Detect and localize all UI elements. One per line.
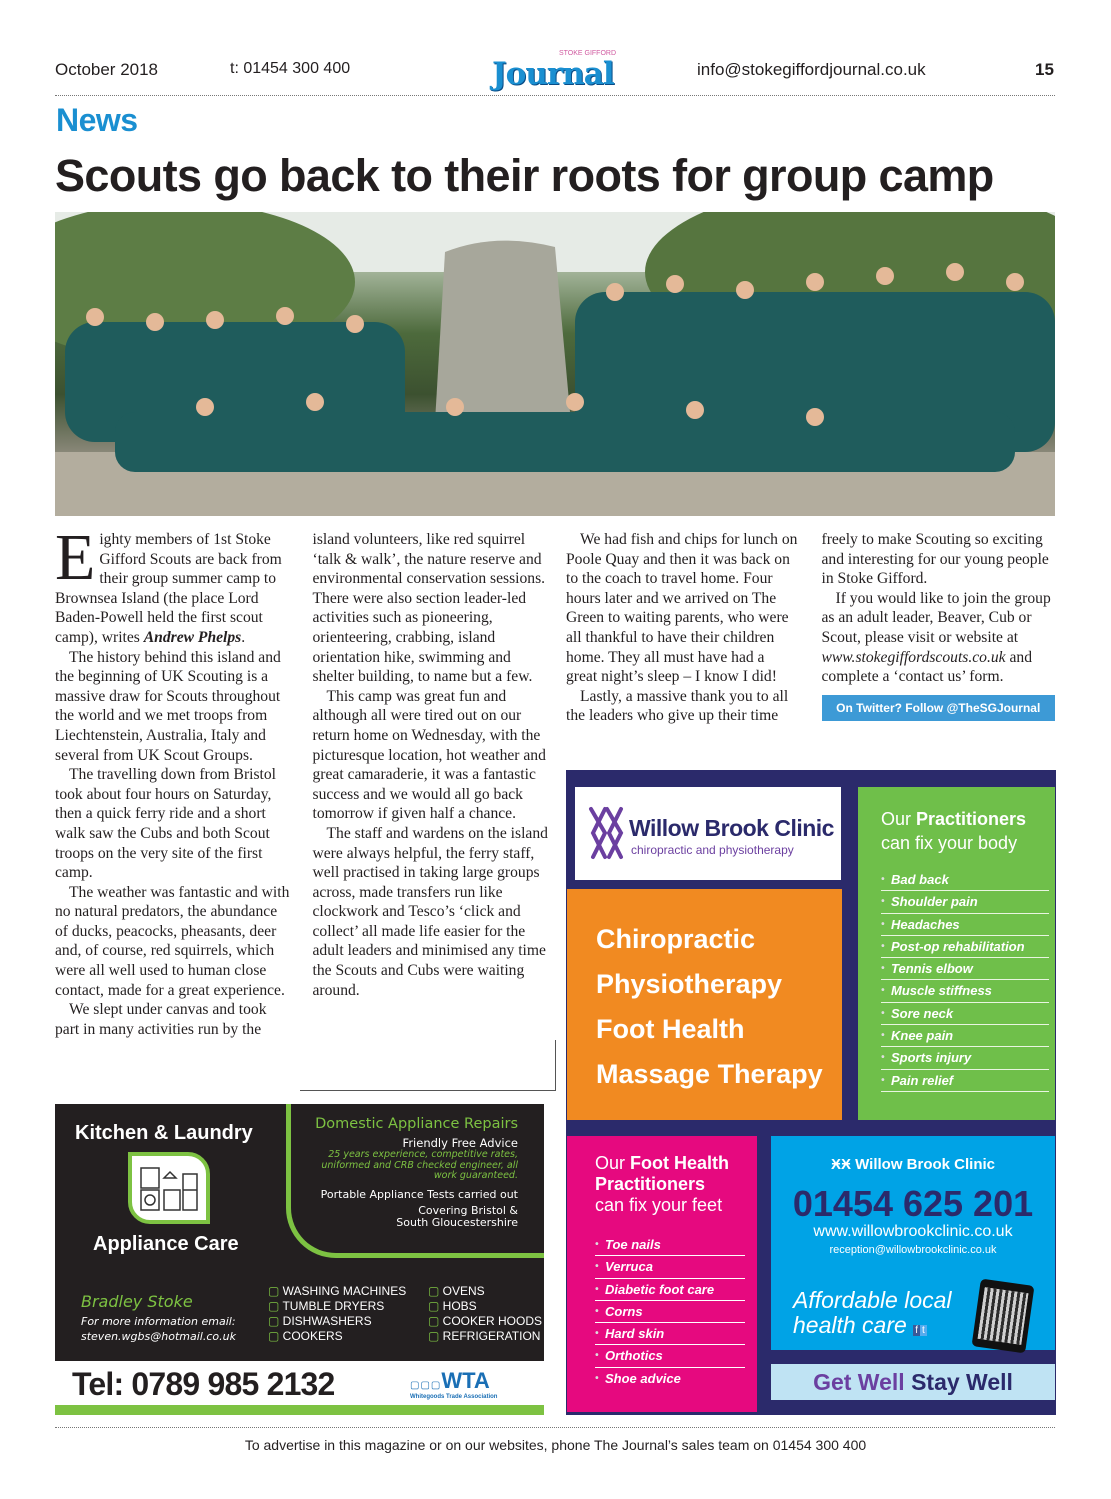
footer-divider (55, 1427, 1055, 1428)
facebook-icon[interactable]: f (915, 1325, 918, 1336)
service-item: ▢ TUMBLE DRYERS (268, 1299, 384, 1313)
list-item: • Shoe advice (595, 1368, 745, 1389)
twitter-follow-banner[interactable]: On Twitter? Follow @TheSGJournal (822, 695, 1056, 721)
section-title: News (56, 102, 138, 138)
service-item: ▢ COOKER HOODS (428, 1314, 542, 1328)
service-item: ▢ HOBS (428, 1299, 477, 1313)
wta-appliances-icon: ▢▢▢ (410, 1380, 442, 1391)
intro-text: ighty members of 1st Stoke Gifford Scouts are back from their group summer camp to Brownsea Island (the place Lord Baden-Powell held the first scout camp), writes (55, 531, 282, 646)
footer-text: To advertise in this magazine or on our websites, phone The Journal’s sales team on 01454 300 400 (244, 1437, 867, 1453)
list-item: • Sports injury (881, 1047, 1049, 1069)
article-paragraph: The travelling down from Bristol took about four hours on Saturday, then a quick ferry ride and a short walk saw the Cubs and both Scout troops on the very site of the first camp. (55, 766, 277, 882)
author-name: Andrew Phelps (143, 628, 242, 646)
article-paragraph: We had fish and chips for lunch on Poole Quay and then it was back on to the coach to travel home. Four hours later and we arrived on The Green to waiting parents, who were all thankful to have their children home. They all must have had a great night’s sleep – I know I did! (566, 531, 798, 686)
closing-text: If you would like to join the group as an adult leader, Beaver, Cub or Scout, please visit or website at (821, 589, 1051, 646)
services-list-a (268, 1284, 406, 1344)
scouts-group-photo (55, 212, 1055, 516)
article-paragraph: The history behind this island and the beginning of UK Scouting is a massive draw for Scouts throughout the world and we met troops from Liechtenstein, Australia, Italy and several from UK Scout Groups. (55, 648, 281, 764)
article-paragraph: We slept under canvas and took part in many activities run by the island volunteers, like red squirrel ‘talk & walk’, the nature reserve and environmental conservation sessions. There were also section leader-led activities such as pioneering, orienteering, crabbing, island orientation hike, swimming and shelter building, to name but a few. (55, 531, 546, 1038)
clinic-name-text: Willow Brook Clinic (855, 1156, 996, 1173)
service-item: Massage Therapy (596, 1059, 823, 1089)
list-item: • Tennis elbow (881, 958, 1049, 980)
heading-bold: Foot Health Practitioners (595, 1153, 730, 1194)
article-paragraph: The staff and wardens on the island were always helpful, the ferry staff, well practised in taking large groups across, made transfers run like clockwork and Tesco’s ‘click and collect’ all made life easier for the adult leaders and minimised any time the Scouts and Cubs were waiting around. (312, 824, 548, 999)
list-item: • Pain relief (881, 1070, 1049, 1092)
willow-brook-logo (575, 787, 841, 880)
article-intro: Eighty members of 1st Stoke Gifford Scouts are back from their group summer camp to Brownsea Island (the place Lord Baden-Powell held the first scout camp), writes Andrew Phelps. (55, 521, 282, 646)
header-phone: t: 01454 300 400 (230, 60, 351, 77)
article-paragraph: This camp was great fun and although all were tired out on our return home on Wednesday, with the picturesque location, hot weather and great camaraderie, it was a fantastic success and we would all go back tomorrow if given half a chance. (312, 687, 546, 823)
headline: Scouts go back to their roots for group camp (55, 150, 994, 201)
repairs-box (286, 1104, 544, 1258)
heading-our: Our (595, 1153, 631, 1173)
service-item: Chiropractic (596, 924, 756, 954)
get-well-banner (771, 1364, 1055, 1400)
clinic-phone: 01454 625 201 (792, 1183, 1034, 1224)
appliances-icon (128, 1152, 210, 1224)
list-item: • Verruca (595, 1256, 745, 1278)
appliance-phone: Tel: 0789 985 2132 (72, 1366, 335, 1402)
slogan-line1: Affordable local (793, 1287, 952, 1313)
services-list-b (428, 1284, 542, 1344)
issue-date: October 2018 (55, 60, 159, 79)
list-item: • Corns (595, 1301, 745, 1323)
foot-conditions-list (595, 1234, 757, 1389)
logo-big-text: Journal (492, 56, 614, 92)
coverage-line1: Covering Bristol & (418, 1203, 518, 1217)
article-paragraph: The weather was fantastic and with no natural predators, the abundance of ducks, peacocks, pheasants, deer and, of course, red squirrels, which were all well used to human close contact, made for a great experience. (55, 883, 290, 999)
location: Bradley Stoke (81, 1292, 193, 1311)
clinic-name-small (771, 1156, 1055, 1173)
service-item: ▢ COOKERS (268, 1329, 343, 1343)
wta-full-name: Whitegoods Trade Association (410, 1394, 498, 1400)
drop-cap: E (55, 521, 96, 594)
article-paragraph: Lastly, a massive thank you to all the leaders who give up their time freely to make Scouting so exciting and interesting for our young people in Stoke Gifford. (566, 531, 1049, 725)
ad-title-1: Kitchen & Laundry (75, 1122, 253, 1144)
list-item: • Post-op rehabilitation (881, 936, 1049, 958)
article-closing (822, 589, 1056, 687)
page-number: 15 (1035, 60, 1054, 79)
journal-logo (492, 50, 620, 92)
service-item: Physiotherapy (596, 969, 783, 999)
clinic-website[interactable]: www.willowbrookclinic.co.uk (813, 1223, 1013, 1240)
practitioners-panel (858, 787, 1055, 1120)
article-columns-left (55, 521, 548, 1039)
coverage-line2: South Gloucestershire (396, 1215, 518, 1229)
list-item: • Orthotics (595, 1345, 745, 1367)
services-panel (567, 889, 842, 1120)
service-item: ▢ OVENS (428, 1284, 485, 1298)
slogan-line2: health care (793, 1312, 907, 1338)
twitter-icon[interactable]: t (921, 1325, 925, 1336)
clinic-tagline: chiropractic and physiotherapy (631, 843, 794, 857)
heading-rest: can fix your feet (595, 1195, 723, 1215)
article-columns-right (566, 530, 1055, 726)
service-item: ▢ REFRIGERATION (428, 1329, 540, 1343)
practitioners-heading (881, 807, 1055, 855)
closing-end: and complete a ‘contact us’ form. (821, 648, 1033, 686)
list-item: • Toe nails (595, 1234, 745, 1256)
figures-icon: ӾӾ (830, 1156, 856, 1173)
pat-text: Portable Appliance Tests carried out (320, 1187, 518, 1201)
scouts-website-link[interactable]: www.stokegiffordscouts.co.uk (821, 648, 1006, 666)
clinic-name: Willow Brook Clinic (629, 815, 834, 841)
clinic-email[interactable]: reception@willowbrookclinic.co.uk (829, 1244, 997, 1256)
foot-health-panel (567, 1136, 757, 1412)
coverage-text (291, 1205, 518, 1229)
service-item: ▢ DISHWASHERS (268, 1314, 372, 1328)
article-rule-vertical (555, 1040, 556, 1090)
contact-info (81, 1314, 236, 1344)
heading-our: Our (881, 809, 917, 829)
ad-title-2: Appliance Care (93, 1233, 239, 1255)
foot-heading (595, 1153, 757, 1216)
figures-icon (587, 805, 625, 861)
experience-text: 25 years experience, competitive rates, uniformed and CRB checked engineer, all work guaranteed. (321, 1149, 518, 1181)
list-item: • Sore neck (881, 1003, 1049, 1025)
service-item: ▢ WASHING MACHINES (268, 1284, 406, 1298)
list-item: • Diabetic foot care (595, 1279, 745, 1301)
info-label: For more information email: (81, 1315, 236, 1328)
wta-text: WTA (441, 1368, 490, 1393)
header-divider (55, 95, 1055, 96)
heading-bold: Practitioners (916, 809, 1027, 829)
list-item: • Shoulder pain (881, 891, 1049, 913)
list-item: • Hard skin (595, 1323, 745, 1345)
slogan (793, 1288, 952, 1343)
logo-small-text: STOKE GIFFORD (558, 50, 616, 57)
service-item: Foot Health (596, 1014, 745, 1044)
contact-panel (771, 1136, 1055, 1350)
list-item: • Headaches (881, 914, 1049, 936)
heading-rest: can fix your body (881, 833, 1018, 853)
banner-part1: Get Well (813, 1369, 905, 1395)
list-item: • Muscle stiffness (881, 980, 1049, 1002)
list-item: • Bad back (881, 869, 1049, 891)
body-conditions-list (881, 869, 1055, 1092)
banner-part2: Stay Well (904, 1369, 1013, 1395)
green-bar (55, 1405, 544, 1415)
repairs-title: Domestic Appliance Repairs (315, 1116, 518, 1132)
header-email: info@stokegiffordjournal.co.uk (697, 60, 926, 79)
list-item: • Knee pain (881, 1025, 1049, 1047)
article-rule (300, 1090, 556, 1091)
wta-logo (410, 1368, 530, 1400)
free-advice: Friendly Free Advice (402, 1136, 518, 1150)
appliance-email[interactable]: steven.wgbs@hotmail.co.uk (81, 1330, 236, 1343)
photo-illustration (55, 212, 1055, 516)
appliance-glyphs (132, 1156, 206, 1220)
qr-phone-icon (972, 1279, 1035, 1354)
